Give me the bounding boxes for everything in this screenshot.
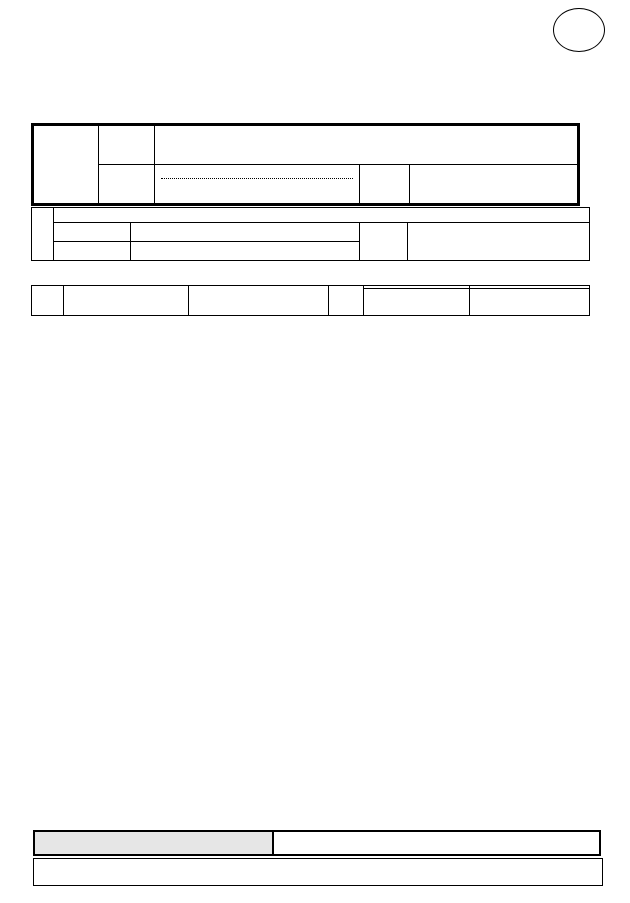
account-number-label [364,286,469,289]
grand-total-field[interactable] [272,830,601,856]
account-type [329,286,364,316]
bank-table [31,285,590,316]
remarks-box[interactable] [33,858,603,886]
name-label [98,164,154,203]
insurance-unchanged-row [54,208,590,223]
institution-label-cell [32,286,64,316]
applicant-frame [31,123,580,206]
address-field[interactable] [154,126,577,164]
bank-name-field[interactable] [64,286,189,316]
contact-label-cell [359,164,409,203]
grand-total-label-box [33,830,274,856]
remarks-label [34,859,602,863]
contact-field[interactable] [409,164,577,203]
applicant-table [34,126,577,203]
furigana-divider [161,178,353,179]
insurer-type-cell[interactable] [408,223,590,261]
insurer-number-label [54,242,131,261]
applicant-label-cell [34,126,98,203]
branch-field[interactable] [189,286,329,316]
account-number-field[interactable] [364,286,470,316]
symbol-number-label [54,223,131,242]
account-holder-note [470,289,589,290]
insurer-number-field[interactable] [131,242,360,261]
address-label [98,126,154,164]
account-holder-field[interactable] [470,286,590,316]
insurance-table [31,207,590,261]
insurer-name-label [360,223,408,261]
reception-stamp-circle [553,8,605,52]
symbol-number-field[interactable] [131,223,360,242]
name-field[interactable] [154,164,359,203]
insurance-side-label [32,208,54,261]
